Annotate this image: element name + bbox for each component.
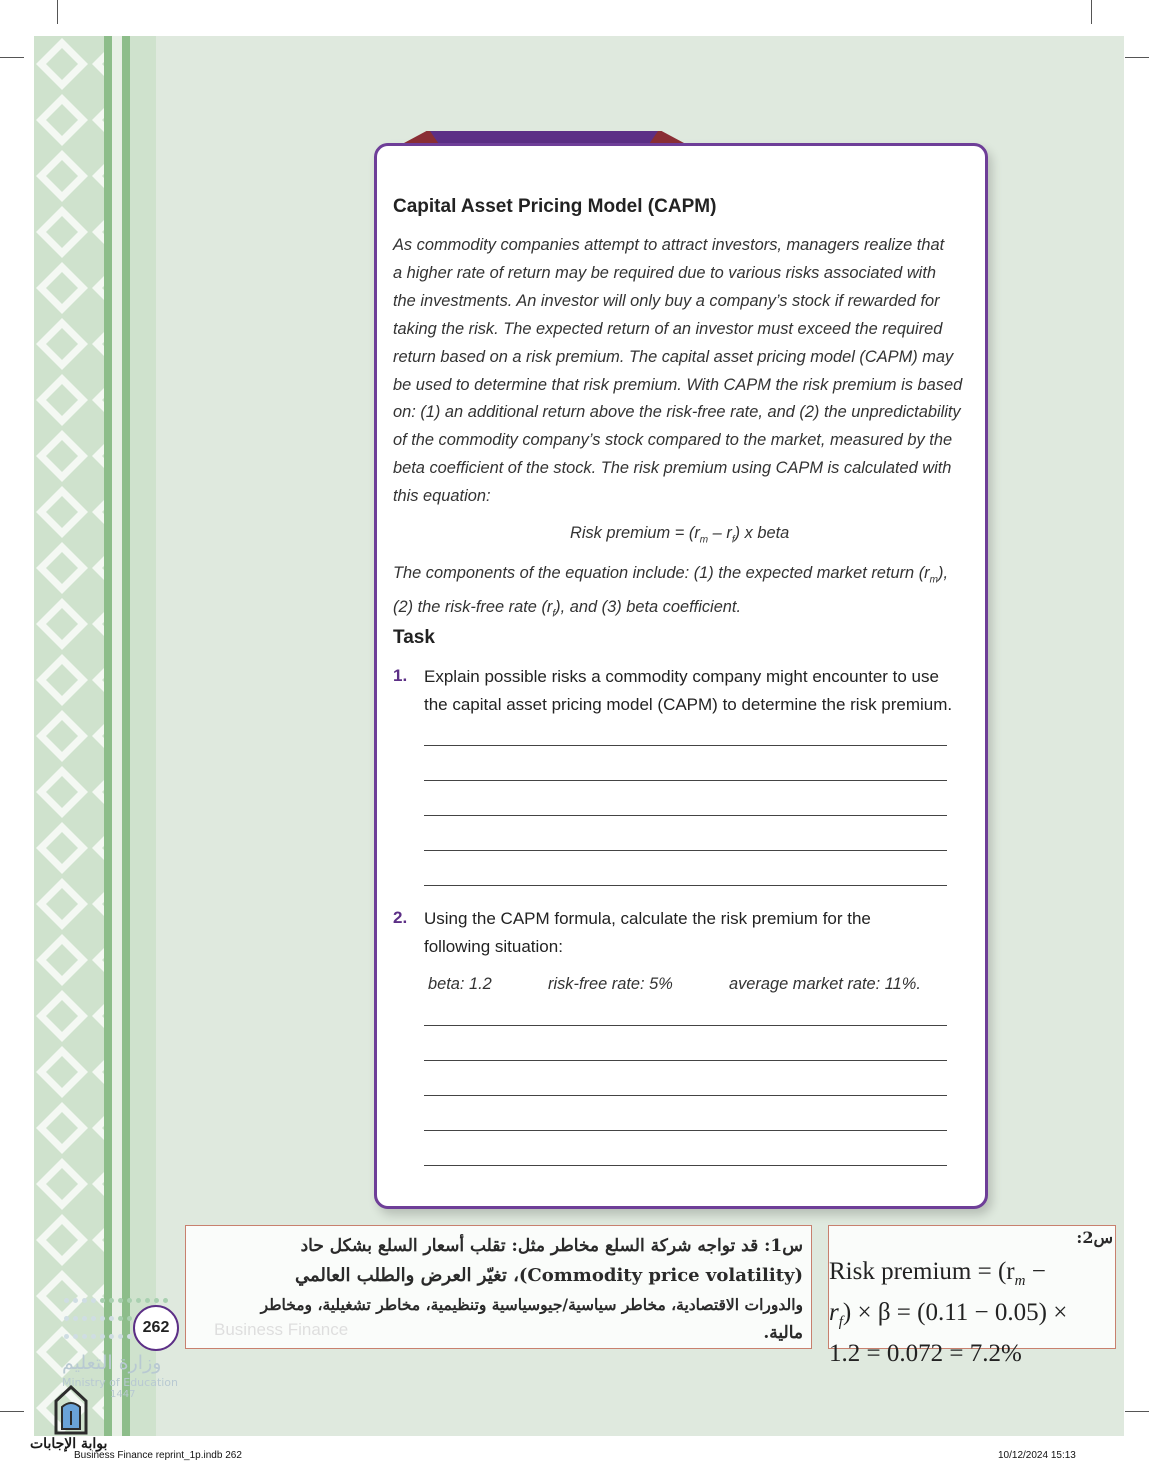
ministry-name-en: Ministry of Education <box>62 1376 179 1389</box>
ministry-name-ar: وزارة التعليم <box>62 1352 162 1374</box>
case-title: Capital Asset Pricing Model (CAPM) <box>393 196 717 217</box>
question-2-text <box>424 905 972 961</box>
answer-q2-label: س2: <box>1076 1228 1113 1247</box>
components-text: ), and (3) beta coefficient. <box>555 598 742 617</box>
components-line <box>393 560 973 594</box>
answer-line[interactable] <box>424 745 947 746</box>
answer-line[interactable] <box>424 1130 947 1131</box>
crop-mark <box>57 0 58 24</box>
equation-part: ) x beta <box>734 524 790 542</box>
components-sub-m: m <box>929 574 938 586</box>
paragraph-line: beta coefficient of the stock. The risk premium using CAPM is calculated with <box>393 459 952 478</box>
answer-box-q2 <box>828 1225 1116 1367</box>
given-market-rate: average market rate: 11%. <box>729 975 921 993</box>
crop-mark <box>0 1411 24 1412</box>
given-beta: beta: 1.2 <box>428 975 492 993</box>
file-slug: Business Finance reprint_1p.indb 262 <box>74 1450 242 1461</box>
paragraph-line: the investments. An investor will only buy a company’s stock if rewarded for <box>393 291 940 310</box>
answer-box-q1 <box>185 1225 812 1349</box>
equation-part: Risk premium = (r <box>570 524 700 542</box>
equation-sub-f: f <box>731 534 735 546</box>
math-line: 1.2 = 0.072 = 7.2% <box>829 1340 1022 1367</box>
paragraph-line: a higher rate of return may be required due to various risks associated with <box>393 263 936 282</box>
answer-line[interactable] <box>424 850 947 851</box>
question-line: the capital asset pricing model (CAPM) to determine the risk premium. <box>424 695 953 714</box>
crop-mark <box>0 57 24 58</box>
lantern-logo-icon <box>46 1385 96 1441</box>
math-line <box>829 1256 1115 1297</box>
task-heading: Task <box>393 627 435 648</box>
diamond-pattern-icon <box>34 36 156 1436</box>
components-line <box>393 594 973 628</box>
math-text: − <box>1025 1258 1046 1285</box>
answer-line[interactable] <box>424 780 947 781</box>
watermark-text: بوابة الإجابات <box>30 1436 108 1452</box>
equation-part: – r <box>708 524 732 542</box>
components-paragraph <box>393 560 973 628</box>
crop-mark <box>1125 57 1149 58</box>
ministry-year: 1447 <box>110 1389 136 1400</box>
math-sub-m: m <box>1014 1273 1026 1289</box>
math-text: Risk premium = (r <box>829 1258 1015 1285</box>
components-text: (2) the risk-free rate (r <box>393 598 553 617</box>
page-number: 262 <box>133 1305 179 1351</box>
components-sub-f: f <box>552 608 556 620</box>
answer-line[interactable] <box>424 815 947 816</box>
math-text: ) × β = (0.11 − 0.05) × <box>842 1299 1068 1326</box>
answer-line-ar: (Commodity price volatility)، تغيّر العرض والطلب العالمي <box>294 1265 803 1286</box>
ministry-dots-icon <box>62 1292 202 1346</box>
date-slug: 10/12/2024 15:13 <box>998 1450 1076 1461</box>
answer-line[interactable] <box>424 1165 947 1166</box>
components-text: The components of the equation include: (1) the expected market return (r <box>393 564 930 582</box>
math-text: r <box>829 1299 839 1326</box>
question-2-number: 2. <box>393 908 408 927</box>
question-1-text <box>424 663 972 719</box>
answer-line[interactable] <box>424 1025 947 1026</box>
crop-mark <box>1091 0 1092 24</box>
capm-equation <box>570 524 789 545</box>
crop-mark <box>1125 1411 1149 1412</box>
paragraph-line: on: (1) an additional return above the risk-free rate, and (2) the unpredictability <box>393 403 961 422</box>
math-sub-f: f <box>838 1314 843 1330</box>
answer-line-ar: مالية. <box>763 1323 803 1343</box>
question-line: following situation: <box>424 937 563 956</box>
paragraph-line: this equation: <box>393 487 491 506</box>
answer-q2-math <box>829 1256 1115 1370</box>
paragraph-line: taking the risk. The expected return of an investor must exceed the required <box>393 319 943 338</box>
given-risk-free: risk-free rate: 5% <box>548 975 673 993</box>
case-paragraph <box>393 232 973 511</box>
equation-sub-m: m <box>699 534 709 546</box>
answer-line-ar: س1: قد تواجه شركة السلع مخاطر مثل: تقلب أسعار السلع بشكل حاد <box>300 1236 803 1256</box>
decorative-border <box>34 36 156 1436</box>
answer-line-ar: والدورات الاقتصادية، مخاطر سياسية/جيوسياسية وتنظيمية، مخاطر تشغيلية، ومخاطر <box>260 1295 803 1314</box>
paragraph-line: of the commodity company’s stock compared to the market, measured by the <box>393 431 953 450</box>
answer-line[interactable] <box>424 885 947 886</box>
question-1-number: 1. <box>393 666 408 685</box>
question-line: Using the CAPM formula, calculate the risk premium for the <box>424 909 871 928</box>
answer-line[interactable] <box>424 1060 947 1061</box>
components-text: ), <box>937 564 948 582</box>
question-line: Explain possible risks a commodity company might encounter to use <box>424 667 939 686</box>
paragraph-line: return based on a risk premium. The capital asset pricing model (CAPM) may <box>393 347 954 366</box>
paragraph-line: As commodity companies attempt to attract investors, managers realize that <box>393 236 945 254</box>
math-line <box>829 1297 1115 1338</box>
paragraph-line: be used to determine that risk premium. With CAPM the risk premium is based <box>393 375 963 394</box>
answer-line[interactable] <box>424 1095 947 1096</box>
